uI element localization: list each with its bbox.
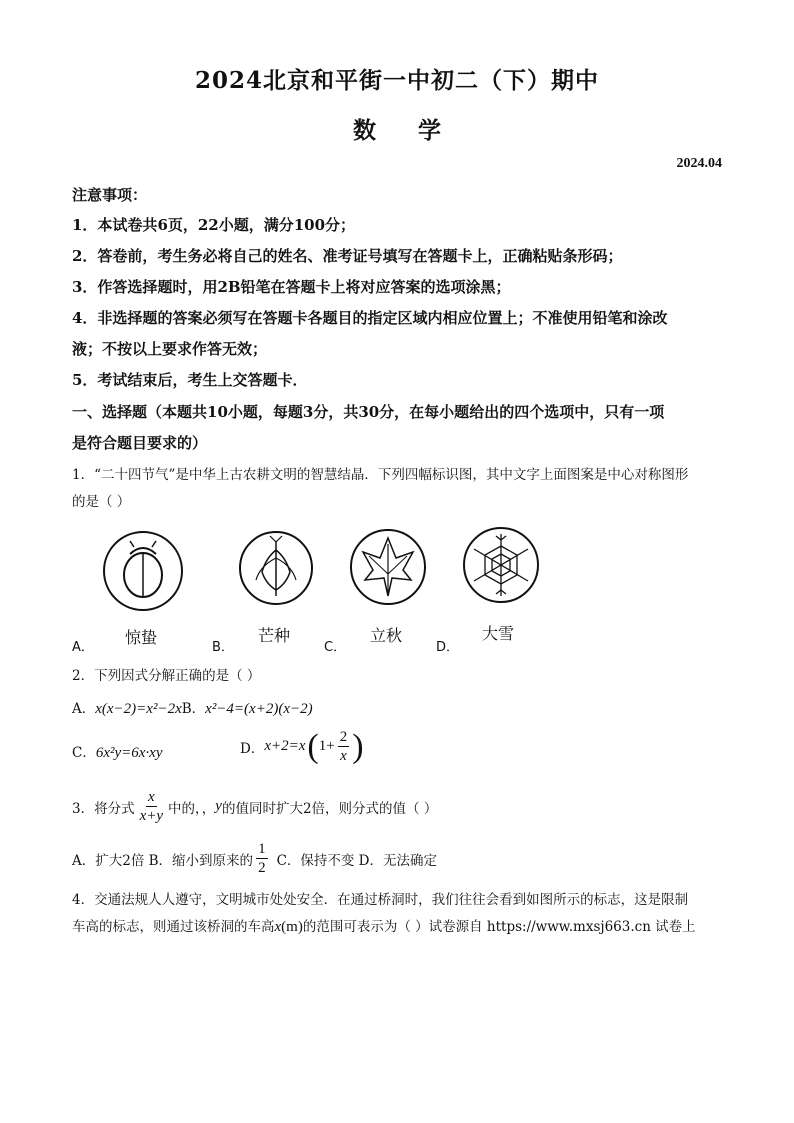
- q2-expr-c: 6x²y=6x·xy: [95, 745, 163, 761]
- q1-stem: 1．“二十四节气”是中华上古农耕文明的智慧结晶．下列四幅标识图，其中文字上面图案是中心对称图形: [72, 467, 689, 483]
- q2-fraction-d: [338, 728, 350, 765]
- note-item-4: 4．非选择题的答案必须写在答题卡各题目的指定区域内相应位置上；不准使用铅笔和涂改: [72, 309, 668, 327]
- note-item-3: 3．作答选择题时，用2B铅笔在答题卡上将对应答案的选项涂黑；: [72, 278, 511, 296]
- q4-text-a: 车高的标志，则通过该桥洞的车高: [72, 919, 275, 935]
- q2-option-d: D． x+2=x ( 1+ $\frac{2}{x}$ ): [240, 727, 364, 765]
- note-item-5: 5．考试结束后，考生上交答题卡．: [72, 371, 308, 389]
- q3-var: y: [215, 798, 222, 814]
- exam-title: 2024北京和平街一中初二（下）期中: [194, 67, 599, 94]
- q4-unit: (m): [281, 919, 303, 935]
- q2-expr-d-left: x+2=x: [264, 738, 306, 754]
- q1-label-b: 芒种: [258, 626, 291, 645]
- q3-frac-num: x: [147, 789, 155, 805]
- q3-option-ab: A．扩大2倍 B．缩小到原来的: [72, 852, 254, 869]
- subject-title: [0, 112, 794, 145]
- q3-suffix: 中的: [168, 800, 196, 817]
- q2-stem: 2．下列因式分解正确的是（ ）: [72, 668, 261, 684]
- q2-option-c: [72, 741, 163, 762]
- leaf-icon: [347, 526, 429, 608]
- q2-frac-den: x: [340, 748, 347, 764]
- q1-label-c: 立秋: [370, 626, 403, 645]
- q3-fraction: [138, 788, 165, 825]
- q1-option-c: C．: [324, 640, 347, 655]
- q2-letter-d: D．: [240, 740, 265, 757]
- q3-mid: ，，: [195, 800, 216, 817]
- notes-heading: 注意事项：: [72, 186, 148, 204]
- q2-letter-b: B．: [181, 701, 206, 717]
- q3-prefix: 3．将分式: [72, 800, 135, 817]
- q1-option-d: D．: [436, 640, 460, 655]
- q1-stem-cont: 的是（ ）: [72, 494, 131, 510]
- q4-var: x: [274, 919, 282, 935]
- q3-half: [256, 840, 268, 877]
- q4-stem: 4．交通法规人人遵守，文明城市处处安全．在通过桥洞时，我们往往会看到如图所示的标志，这是限制: [72, 892, 689, 908]
- q2-expr-b: x²−4=(x+2)(x−2): [205, 701, 313, 717]
- section-heading-cont: 是符合题目要求的）: [72, 434, 208, 452]
- q3-stem: [72, 788, 437, 825]
- q4-text-b: 的范围可表示为（ ）试卷源自 https://www.mxsj663.cn 试卷上: [302, 919, 696, 935]
- q3-half-num: 1: [258, 841, 266, 857]
- q3-frac-den: x+y: [139, 808, 164, 824]
- q2-expr-a: x(x−2)=x²−2x: [95, 701, 182, 717]
- note-item-1: 1．本试卷共6页，22小题，满分100分；: [72, 216, 356, 234]
- q2-letter-c: C．: [72, 745, 96, 761]
- q2-letter-a: A．: [72, 701, 96, 717]
- q3-tail: 的值同时扩大2倍，则分式的值（ ）: [221, 800, 438, 817]
- q4-stem-cont: [72, 915, 696, 936]
- q2-frac-num: 2: [339, 729, 348, 745]
- section-heading: 一、选择题（本题共10小题，每题3分，共30分，在每小题给出的四个选项中，只有一项: [72, 403, 665, 421]
- insect-icon: [100, 528, 186, 614]
- q1-option-b: B．: [212, 640, 234, 655]
- wheat-icon: [236, 528, 316, 608]
- subject-char-1: 数: [353, 117, 376, 144]
- note-item-4-cont: 液；不按以上要求作答无效；: [72, 340, 268, 358]
- note-item-2: 2．答卷前，考生务必将自己的姓名、准考证号填写在答题卡上，正确粘贴条形码；: [72, 247, 623, 265]
- exam-date: 2024.04: [676, 156, 722, 171]
- q1-label-d: 大雪: [482, 624, 515, 643]
- q1-option-a: A．: [72, 640, 94, 655]
- q3-half-den: 2: [258, 860, 266, 876]
- snowflake-icon: [460, 524, 542, 606]
- q2-option-a: [72, 697, 313, 718]
- subject-char-2: 学: [418, 117, 441, 144]
- q3-options: [72, 840, 437, 877]
- q3-option-cd: C．保持不变 D．无法确定: [276, 852, 438, 869]
- q1-label-a: 惊蛰: [125, 628, 158, 647]
